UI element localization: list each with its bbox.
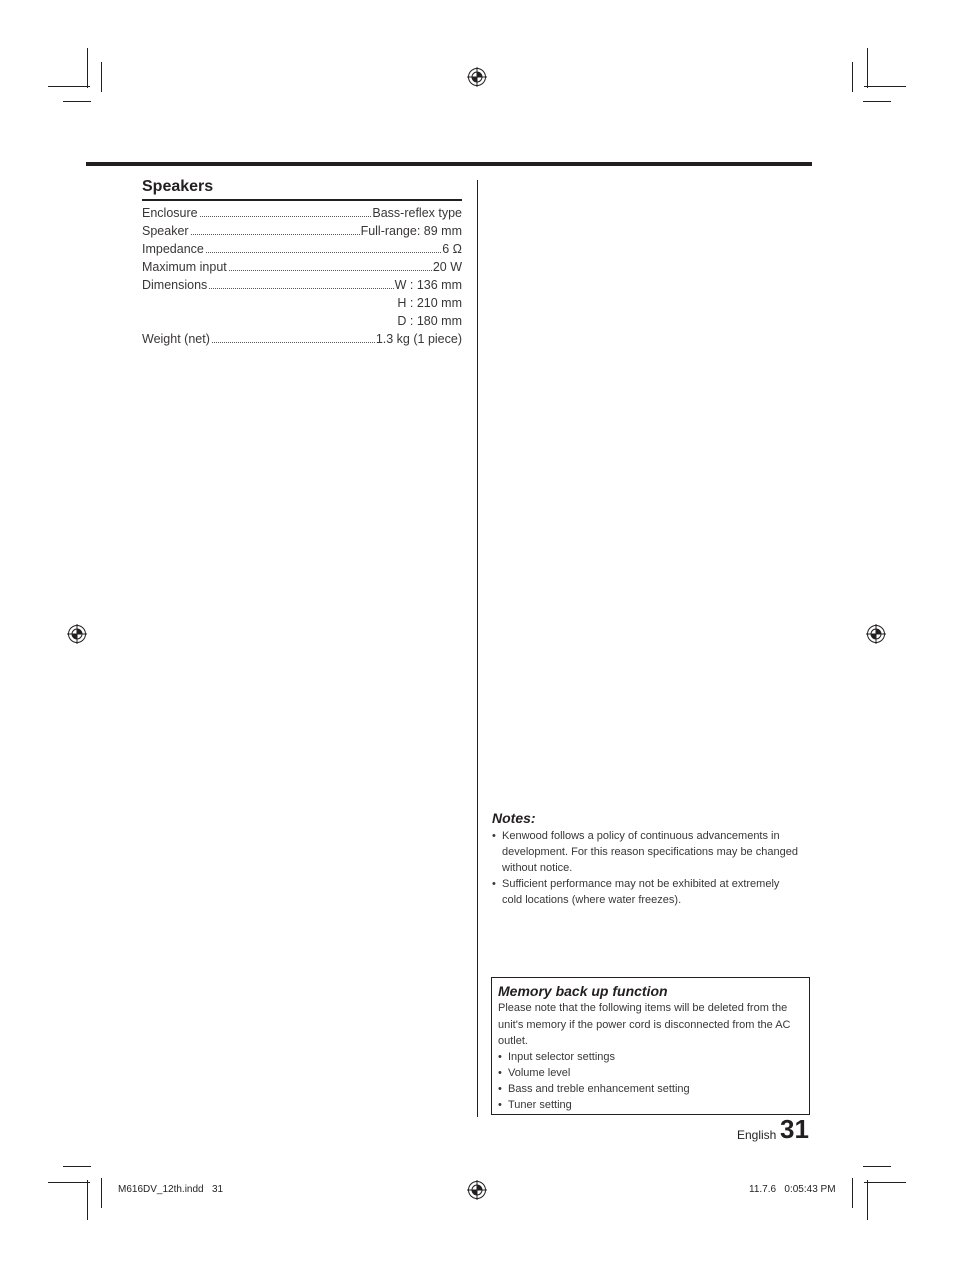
notes-heading: Notes:	[492, 810, 536, 826]
registration-mark-icon	[467, 67, 487, 87]
spec-row-enclosure	[142, 206, 462, 224]
crop-mark	[48, 86, 90, 87]
spec-value: 6 Ω	[442, 242, 462, 256]
spec-row-impedance	[142, 242, 462, 260]
bullet-icon: •	[492, 878, 496, 890]
leader-dots	[200, 215, 372, 217]
memory-item-text: Input selector settings	[508, 1051, 616, 1063]
memory-item	[498, 1065, 570, 1081]
leader-dots	[229, 269, 432, 271]
crop-mark	[101, 1178, 102, 1208]
spec-label: Enclosure	[142, 206, 198, 220]
crop-mark	[864, 1182, 906, 1183]
leader-dots	[212, 341, 375, 343]
speakers-heading-rule	[142, 199, 462, 201]
spec-label: Maximum input	[142, 260, 227, 274]
memory-item	[498, 1097, 572, 1113]
note-item	[492, 828, 810, 876]
bullet-icon: •	[498, 1051, 502, 1063]
memory-item	[498, 1081, 690, 1097]
crop-mark	[63, 101, 91, 102]
crop-mark	[48, 1182, 90, 1183]
spec-row-maximum-input	[142, 260, 462, 278]
memory-item-text: Bass and treble enhancement setting	[508, 1083, 690, 1095]
memory-backup-heading: Memory back up function	[498, 983, 668, 999]
registration-mark-icon	[67, 624, 87, 644]
crop-mark	[852, 62, 853, 92]
spec-value-depth: D : 180 mm	[397, 314, 462, 328]
note-item	[492, 876, 802, 908]
memory-item	[498, 1049, 615, 1065]
crop-mark	[852, 1178, 853, 1208]
memory-backup-description: Please note that the following items will be deleted from the unit's memory if the power cord is disconnected from the AC outlet.	[498, 1002, 791, 1047]
top-rule	[86, 162, 812, 166]
crop-mark	[867, 1180, 868, 1220]
spec-label: Dimensions	[142, 278, 208, 292]
leader-dots	[191, 233, 360, 235]
crop-mark	[864, 86, 906, 87]
spec-row-dimensions	[142, 278, 462, 296]
note-text: Sufficient performance may not be exhibited at extremely cold locations (where water freezes).	[502, 878, 780, 906]
crop-mark	[87, 48, 88, 88]
bullet-icon: •	[498, 1099, 502, 1111]
spec-row-speaker	[142, 224, 462, 242]
spec-label: Impedance	[142, 242, 204, 256]
slug-filename: M616DV_12th.indd 31	[118, 1184, 224, 1195]
registration-mark-icon	[866, 624, 886, 644]
spec-label: Speaker	[142, 224, 189, 238]
crop-mark	[63, 1166, 91, 1167]
bullet-icon: •	[498, 1067, 502, 1079]
spec-value-height: H : 210 mm	[397, 296, 462, 310]
crop-mark	[87, 1180, 88, 1220]
spec-value: Bass-reflex type	[372, 206, 462, 220]
leader-dots	[209, 287, 393, 289]
page-number: 31	[780, 1114, 809, 1144]
leader-dots	[206, 251, 441, 253]
memory-item-text: Volume level	[508, 1067, 571, 1079]
spec-row-weight	[142, 332, 462, 350]
registration-mark-icon	[467, 1180, 487, 1200]
crop-mark	[101, 62, 102, 92]
spec-label: Weight (net)	[142, 332, 210, 346]
speakers-heading: Speakers	[142, 178, 214, 195]
bullet-icon: •	[498, 1083, 502, 1095]
spec-value: 20 W	[432, 260, 462, 274]
spec-value: Full-range: 89 mm	[360, 224, 462, 238]
crop-mark	[863, 1166, 891, 1167]
bullet-icon: •	[492, 830, 496, 842]
crop-mark	[863, 101, 891, 102]
spec-value: 1.3 kg (1 piece)	[375, 332, 462, 346]
spec-value: W : 136 mm	[394, 278, 462, 292]
crop-mark	[867, 48, 868, 88]
column-divider	[477, 180, 478, 1117]
memory-item-text: Tuner setting	[508, 1099, 572, 1111]
language-label: English	[737, 1128, 777, 1142]
slug-timestamp: 11.7.6 0:05:43 PM	[749, 1184, 836, 1195]
note-text: Kenwood follows a policy of continuous advancements in development. For this reason specifications may be changed without notice.	[502, 830, 798, 874]
